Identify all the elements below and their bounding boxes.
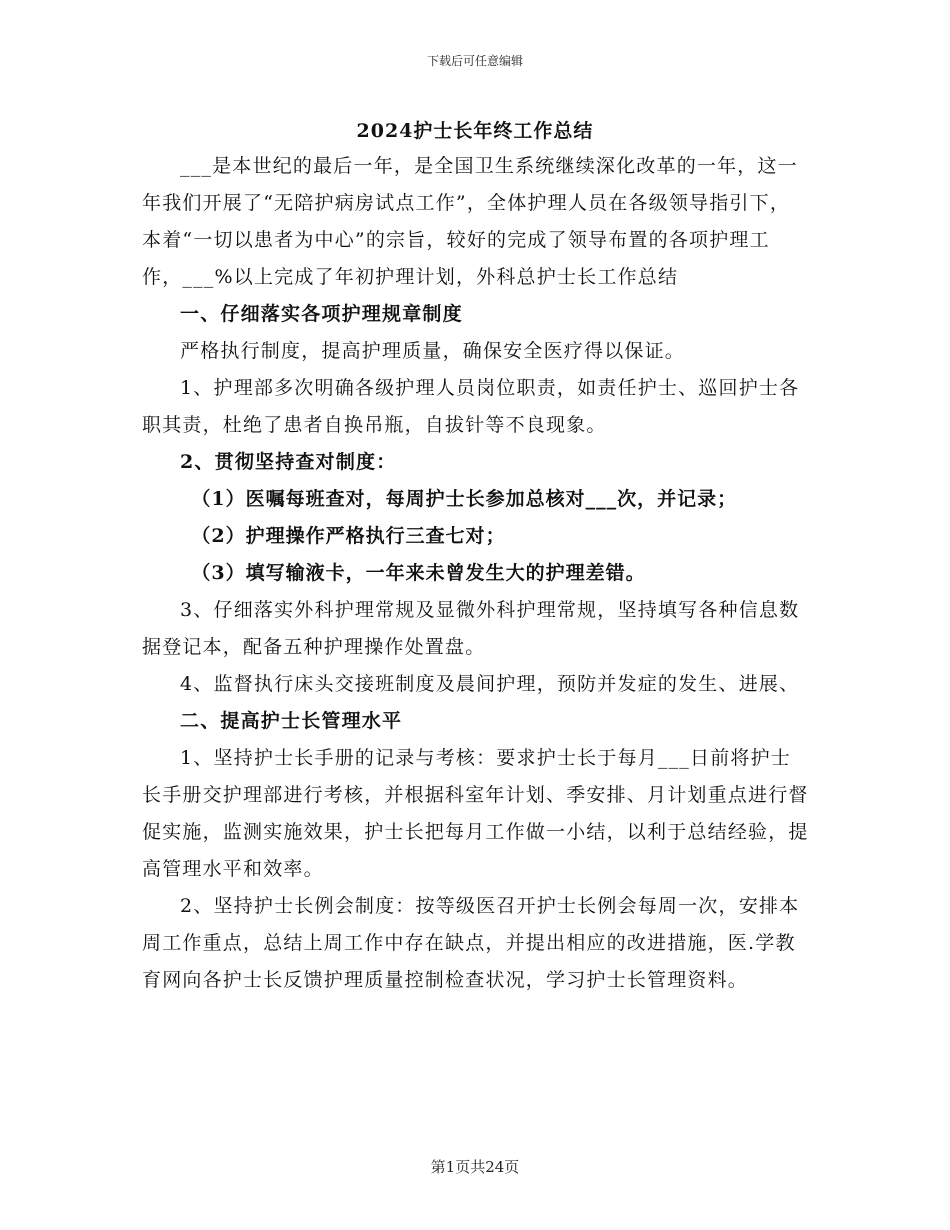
page-footer: 第1页共24页 xyxy=(430,1158,520,1176)
page-header: 下载后可任意编辑 xyxy=(426,54,523,68)
document-body xyxy=(142,148,810,999)
subsection-heading: 2、贯彻坚持查对制度： xyxy=(180,451,397,473)
paragraph: 3、仔细落实外科护理常规及显微外科护理常规，坚持填写各种信息数据登记本，配备五种护理操作处置盘。 xyxy=(142,599,800,658)
list-item: （3）填写输液卡，一年来未曾发生大的护理差错。 xyxy=(191,562,646,584)
document-title: 2024护士长年终工作总结 xyxy=(356,120,594,142)
section-heading-1: 一、仔细落实各项护理规章制度 xyxy=(180,303,463,325)
paragraph-intro: ___是本世纪的最后一年，是全国卫生系统继续深化改革的一年，这一年我们开展了“无陪护病房试点工作”，全体护理人员在各级领导指引下，本着“一切以患者为中心”的宗旨，较好的完成了领导布置的各项护理工作，___%以上完成了年初护理计划，外科总护士长工作总结 xyxy=(142,155,798,288)
paragraph: 2、坚持护士长例会制度：按等级医召开护士长例会每周一次，安排本周工作重点，总结上周工作中存在缺点，并提出相应的改进措施，医.学教育网向各护士长反馈护理质量控制检查状况，学习护士长管理资料。 xyxy=(142,895,800,991)
section-heading-2: 二、提高护士长管理水平 xyxy=(180,710,403,732)
list-item: （1）医嘱每班查对，每周护士长参加总核对___次，并记录； xyxy=(191,488,738,510)
list-item: （2）护理操作严格执行三查七对； xyxy=(191,525,506,547)
paragraph: 1、坚持护士长手册的记录与考核：要求护士长于每月___日前将护士长手册交护理部进行考核，并根据科室年计划、季安排、月计划重点进行督促实施，监测实施效果，护士长把每月工作做一小结，以利于总结经验，提高管理水平和效率。 xyxy=(142,747,809,880)
paragraph: 严格执行制度，提高护理质量，确保安全医疗得以保证。 xyxy=(180,340,686,362)
paragraph: 4、监督执行床头交接班制度及晨间护理，预防并发症的发生、进展、 xyxy=(180,673,800,695)
paragraph: 1、护理部多次明确各级护理人员岗位职责，如责任护士、巡回护士各职其责，杜绝了患者自换吊瓶，自拔针等不良现象。 xyxy=(142,377,800,436)
